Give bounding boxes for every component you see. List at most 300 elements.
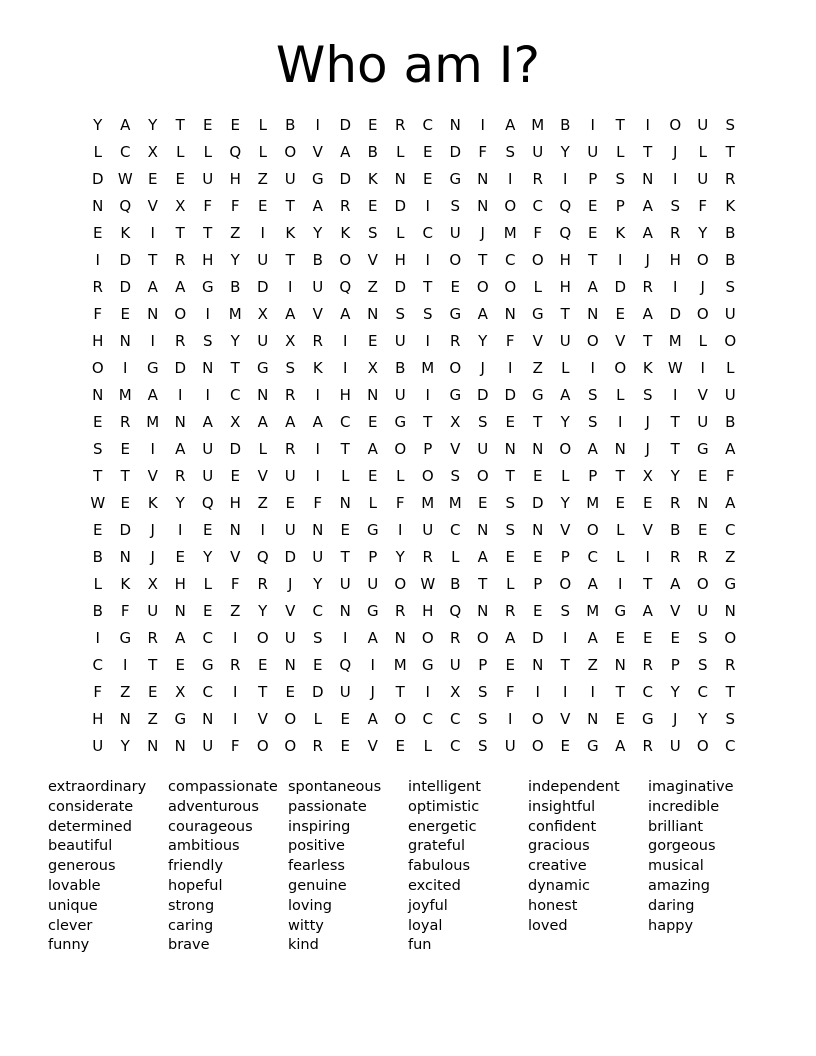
grid-letter[interactable]: N bbox=[202, 359, 214, 377]
grid-letter[interactable]: H bbox=[174, 575, 186, 593]
grid-letter[interactable]: D bbox=[669, 305, 682, 323]
grid-letter[interactable]: A bbox=[642, 305, 653, 323]
grid-letter[interactable]: T bbox=[175, 224, 185, 242]
grid-letter[interactable]: D bbox=[256, 278, 269, 296]
grid-letter[interactable]: B bbox=[92, 602, 103, 620]
grid-letter[interactable]: N bbox=[147, 305, 159, 323]
grid-letter[interactable]: E bbox=[285, 683, 295, 701]
grid-letter[interactable]: T bbox=[423, 278, 433, 296]
grid-letter[interactable]: X bbox=[230, 413, 241, 431]
grid-letter[interactable]: N bbox=[339, 602, 351, 620]
grid-letter[interactable]: H bbox=[92, 332, 104, 350]
grid-letter[interactable]: X bbox=[367, 359, 378, 377]
grid-letter[interactable]: A bbox=[312, 413, 323, 431]
grid-letter[interactable]: R bbox=[725, 170, 736, 188]
grid-letter[interactable]: F bbox=[230, 737, 240, 755]
grid-letter[interactable]: E bbox=[203, 602, 213, 620]
grid-letter[interactable]: N bbox=[394, 629, 406, 647]
grid-letter[interactable]: I bbox=[673, 278, 678, 296]
grid-letter[interactable]: G bbox=[366, 602, 379, 620]
grid-letter[interactable]: E bbox=[313, 656, 323, 674]
grid-letter[interactable]: E bbox=[175, 656, 185, 674]
grid-letter[interactable]: L bbox=[616, 521, 625, 539]
grid-letter[interactable]: H bbox=[422, 602, 434, 620]
grid-letter[interactable]: U bbox=[394, 386, 406, 404]
grid-letter[interactable]: D bbox=[531, 494, 544, 512]
grid-letter[interactable]: O bbox=[256, 737, 269, 755]
grid-letter[interactable]: O bbox=[504, 197, 517, 215]
grid-letter[interactable]: X bbox=[175, 683, 186, 701]
grid-letter[interactable]: L bbox=[698, 143, 707, 161]
grid-letter[interactable]: I bbox=[343, 359, 348, 377]
grid-letter[interactable]: N bbox=[477, 170, 489, 188]
grid-letter[interactable]: O bbox=[531, 737, 544, 755]
grid-letter[interactable]: G bbox=[531, 305, 544, 323]
grid-letter[interactable]: R bbox=[450, 629, 461, 647]
grid-letter[interactable]: J bbox=[673, 710, 678, 728]
grid-letter[interactable]: F bbox=[230, 197, 240, 215]
grid-letter[interactable]: I bbox=[150, 332, 155, 350]
grid-letter[interactable]: S bbox=[92, 440, 103, 458]
grid-letter[interactable]: I bbox=[425, 683, 430, 701]
grid-letter[interactable]: M bbox=[448, 494, 462, 512]
grid-letter[interactable]: E bbox=[120, 305, 130, 323]
grid-letter[interactable]: G bbox=[119, 629, 132, 647]
grid-letter[interactable]: D bbox=[531, 629, 544, 647]
grid-letter[interactable]: Z bbox=[120, 683, 131, 701]
grid-letter[interactable]: H bbox=[559, 278, 571, 296]
grid-letter[interactable]: U bbox=[202, 467, 214, 485]
grid-letter[interactable]: L bbox=[203, 575, 212, 593]
grid-letter[interactable]: O bbox=[696, 251, 709, 269]
grid-letter[interactable]: I bbox=[233, 683, 238, 701]
grid-letter[interactable]: N bbox=[284, 656, 296, 674]
grid-letter[interactable]: Y bbox=[670, 683, 680, 701]
grid-letter[interactable]: A bbox=[615, 737, 626, 755]
grid-letter[interactable]: A bbox=[285, 305, 296, 323]
grid-letter[interactable]: V bbox=[697, 386, 708, 404]
grid-letter[interactable]: M bbox=[421, 494, 435, 512]
grid-letter[interactable]: O bbox=[476, 467, 489, 485]
grid-letter[interactable]: U bbox=[449, 224, 461, 242]
grid-letter[interactable]: U bbox=[697, 413, 709, 431]
grid-letter[interactable]: I bbox=[563, 683, 568, 701]
grid-letter[interactable]: E bbox=[615, 629, 625, 647]
grid-letter[interactable]: B bbox=[725, 251, 736, 269]
grid-letter[interactable]: T bbox=[670, 413, 680, 431]
grid-letter[interactable]: N bbox=[174, 602, 186, 620]
grid-letter[interactable]: K bbox=[367, 170, 378, 188]
grid-letter[interactable]: D bbox=[119, 251, 132, 269]
grid-letter[interactable]: O bbox=[586, 332, 599, 350]
grid-letter[interactable]: J bbox=[645, 440, 650, 458]
grid-letter[interactable]: L bbox=[368, 494, 377, 512]
grid-letter[interactable]: L bbox=[561, 359, 570, 377]
grid-letter[interactable]: R bbox=[175, 251, 186, 269]
grid-letter[interactable]: P bbox=[588, 170, 598, 188]
grid-letter[interactable]: B bbox=[560, 116, 571, 134]
grid-letter[interactable]: C bbox=[532, 197, 543, 215]
grid-letter[interactable]: S bbox=[670, 197, 681, 215]
grid-letter[interactable]: N bbox=[257, 386, 269, 404]
grid-letter[interactable]: U bbox=[697, 602, 709, 620]
grid-letter[interactable]: I bbox=[178, 521, 183, 539]
grid-letter[interactable]: X bbox=[257, 305, 268, 323]
grid-letter[interactable]: A bbox=[175, 278, 186, 296]
grid-letter[interactable]: B bbox=[285, 116, 296, 134]
grid-letter[interactable]: J bbox=[480, 224, 485, 242]
grid-letter[interactable]: B bbox=[670, 521, 681, 539]
grid-letter[interactable]: I bbox=[618, 575, 623, 593]
grid-letter[interactable]: O bbox=[339, 251, 352, 269]
grid-letter[interactable]: E bbox=[93, 521, 103, 539]
grid-letter[interactable]: Q bbox=[559, 224, 572, 242]
grid-letter[interactable]: N bbox=[174, 737, 186, 755]
grid-letter[interactable]: E bbox=[670, 629, 680, 647]
grid-letter[interactable]: E bbox=[258, 197, 268, 215]
grid-letter[interactable]: S bbox=[697, 629, 708, 647]
grid-letter[interactable]: I bbox=[535, 683, 540, 701]
grid-letter[interactable]: C bbox=[725, 521, 736, 539]
grid-letter[interactable]: Y bbox=[478, 332, 488, 350]
grid-letter[interactable]: I bbox=[150, 224, 155, 242]
grid-letter[interactable]: E bbox=[615, 710, 625, 728]
grid-letter[interactable]: T bbox=[725, 143, 735, 161]
grid-letter[interactable]: U bbox=[339, 575, 351, 593]
grid-letter[interactable]: A bbox=[587, 278, 598, 296]
grid-letter[interactable]: V bbox=[560, 521, 571, 539]
grid-letter[interactable]: D bbox=[476, 386, 489, 404]
grid-letter[interactable]: R bbox=[395, 602, 406, 620]
grid-letter[interactable]: L bbox=[616, 548, 625, 566]
grid-letter[interactable]: M bbox=[118, 386, 132, 404]
grid-letter[interactable]: W bbox=[117, 170, 133, 188]
grid-letter[interactable]: C bbox=[422, 710, 433, 728]
grid-letter[interactable]: Q bbox=[339, 278, 352, 296]
grid-letter[interactable]: M bbox=[586, 602, 600, 620]
grid-letter[interactable]: W bbox=[667, 359, 683, 377]
grid-letter[interactable]: L bbox=[176, 143, 185, 161]
grid-letter[interactable]: I bbox=[233, 710, 238, 728]
grid-letter[interactable]: B bbox=[230, 278, 241, 296]
grid-letter[interactable]: U bbox=[477, 440, 489, 458]
grid-letter[interactable]: V bbox=[147, 467, 158, 485]
grid-letter[interactable]: E bbox=[175, 548, 185, 566]
grid-letter[interactable]: V bbox=[147, 197, 158, 215]
grid-letter[interactable]: U bbox=[312, 278, 324, 296]
grid-letter[interactable]: I bbox=[315, 440, 320, 458]
grid-letter[interactable]: E bbox=[478, 494, 488, 512]
grid-letter[interactable]: Z bbox=[367, 278, 378, 296]
grid-letter[interactable]: I bbox=[425, 332, 430, 350]
grid-letter[interactable]: L bbox=[423, 737, 432, 755]
grid-letter[interactable]: E bbox=[505, 548, 515, 566]
grid-letter[interactable]: O bbox=[284, 737, 297, 755]
grid-letter[interactable]: F bbox=[698, 197, 708, 215]
grid-letter[interactable]: N bbox=[92, 386, 104, 404]
grid-letter[interactable]: I bbox=[645, 548, 650, 566]
grid-letter[interactable]: O bbox=[284, 143, 297, 161]
grid-letter[interactable]: D bbox=[119, 521, 132, 539]
grid-letter[interactable]: A bbox=[312, 197, 323, 215]
grid-letter[interactable]: H bbox=[559, 251, 571, 269]
grid-letter[interactable]: A bbox=[642, 224, 653, 242]
grid-letter[interactable]: A bbox=[642, 602, 653, 620]
grid-letter[interactable]: U bbox=[532, 143, 544, 161]
grid-letter[interactable]: A bbox=[367, 710, 378, 728]
grid-letter[interactable]: S bbox=[285, 359, 296, 377]
grid-letter[interactable]: I bbox=[398, 521, 403, 539]
grid-letter[interactable]: J bbox=[370, 683, 375, 701]
grid-letter[interactable]: D bbox=[614, 278, 627, 296]
grid-letter[interactable]: A bbox=[147, 386, 158, 404]
grid-letter[interactable]: R bbox=[175, 332, 186, 350]
grid-letter[interactable]: R bbox=[450, 332, 461, 350]
grid-letter[interactable]: Y bbox=[560, 413, 570, 431]
grid-letter[interactable]: H bbox=[202, 251, 214, 269]
grid-letter[interactable]: E bbox=[340, 737, 350, 755]
grid-letter[interactable]: U bbox=[257, 251, 269, 269]
grid-letter[interactable]: I bbox=[123, 656, 128, 674]
grid-letter[interactable]: O bbox=[449, 251, 462, 269]
grid-letter[interactable]: E bbox=[120, 494, 130, 512]
grid-letter[interactable]: S bbox=[395, 305, 406, 323]
grid-letter[interactable]: D bbox=[284, 548, 297, 566]
grid-letter[interactable]: L bbox=[451, 548, 460, 566]
grid-letter[interactable]: D bbox=[449, 143, 462, 161]
grid-letter[interactable]: E bbox=[643, 494, 653, 512]
grid-letter[interactable]: D bbox=[504, 386, 517, 404]
grid-letter[interactable]: O bbox=[559, 440, 572, 458]
grid-letter[interactable]: U bbox=[284, 170, 296, 188]
grid-letter[interactable]: K bbox=[120, 575, 131, 593]
grid-letter[interactable]: G bbox=[614, 602, 627, 620]
grid-letter[interactable]: Q bbox=[339, 656, 352, 674]
grid-letter[interactable]: I bbox=[590, 116, 595, 134]
grid-letter[interactable]: C bbox=[202, 683, 213, 701]
grid-letter[interactable]: E bbox=[285, 494, 295, 512]
grid-letter[interactable]: S bbox=[477, 683, 488, 701]
grid-letter[interactable]: U bbox=[284, 467, 296, 485]
grid-letter[interactable]: E bbox=[533, 548, 543, 566]
grid-letter[interactable]: A bbox=[285, 413, 296, 431]
grid-letter[interactable]: N bbox=[202, 710, 214, 728]
grid-letter[interactable]: T bbox=[258, 683, 268, 701]
grid-letter[interactable]: Z bbox=[147, 710, 158, 728]
grid-letter[interactable]: Q bbox=[256, 548, 269, 566]
grid-letter[interactable]: E bbox=[615, 494, 625, 512]
grid-letter[interactable]: F bbox=[120, 602, 130, 620]
grid-letter[interactable]: L bbox=[616, 143, 625, 161]
grid-letter[interactable]: C bbox=[587, 548, 598, 566]
grid-letter[interactable]: N bbox=[587, 710, 599, 728]
grid-letter[interactable]: U bbox=[202, 170, 214, 188]
grid-letter[interactable]: P bbox=[670, 656, 680, 674]
grid-letter[interactable]: O bbox=[669, 116, 682, 134]
grid-letter[interactable]: I bbox=[205, 305, 210, 323]
grid-letter[interactable]: U bbox=[92, 737, 104, 755]
grid-letter[interactable]: X bbox=[450, 683, 461, 701]
grid-letter[interactable]: T bbox=[478, 251, 488, 269]
grid-letter[interactable]: C bbox=[340, 413, 351, 431]
grid-letter[interactable]: R bbox=[670, 224, 681, 242]
grid-letter[interactable]: R bbox=[312, 737, 323, 755]
grid-letter[interactable]: T bbox=[148, 656, 158, 674]
grid-letter[interactable]: K bbox=[642, 359, 653, 377]
grid-letter[interactable]: D bbox=[339, 116, 352, 134]
grid-letter[interactable]: E bbox=[588, 197, 598, 215]
grid-letter[interactable]: B bbox=[725, 224, 736, 242]
grid-letter[interactable]: E bbox=[148, 683, 158, 701]
grid-letter[interactable]: E bbox=[698, 521, 708, 539]
grid-letter[interactable]: E bbox=[423, 170, 433, 188]
grid-letter[interactable]: G bbox=[311, 170, 324, 188]
grid-letter[interactable]: I bbox=[315, 467, 320, 485]
grid-letter[interactable]: S bbox=[725, 116, 736, 134]
grid-letter[interactable]: T bbox=[643, 143, 653, 161]
grid-letter[interactable]: E bbox=[423, 143, 433, 161]
grid-letter[interactable]: U bbox=[147, 602, 159, 620]
grid-letter[interactable]: B bbox=[312, 251, 323, 269]
grid-letter[interactable]: O bbox=[476, 278, 489, 296]
grid-letter[interactable]: E bbox=[258, 656, 268, 674]
grid-letter[interactable]: A bbox=[642, 197, 653, 215]
grid-letter[interactable]: E bbox=[230, 116, 240, 134]
grid-letter[interactable]: U bbox=[202, 440, 214, 458]
grid-letter[interactable]: Z bbox=[532, 359, 543, 377]
grid-letter[interactable]: E bbox=[368, 413, 378, 431]
grid-letter[interactable]: L bbox=[726, 359, 735, 377]
grid-letter[interactable]: Z bbox=[257, 170, 268, 188]
grid-letter[interactable]: T bbox=[230, 359, 240, 377]
grid-letter[interactable]: O bbox=[614, 359, 627, 377]
grid-letter[interactable]: T bbox=[423, 413, 433, 431]
grid-letter[interactable]: T bbox=[533, 413, 543, 431]
grid-letter[interactable]: A bbox=[505, 116, 516, 134]
grid-letter[interactable]: G bbox=[724, 575, 737, 593]
grid-letter[interactable]: F bbox=[505, 332, 515, 350]
grid-letter[interactable]: U bbox=[559, 332, 571, 350]
grid-letter[interactable]: Y bbox=[148, 116, 158, 134]
grid-letter[interactable]: I bbox=[260, 521, 265, 539]
grid-letter[interactable]: U bbox=[284, 521, 296, 539]
grid-letter[interactable]: X bbox=[175, 197, 186, 215]
grid-letter[interactable]: J bbox=[645, 413, 650, 431]
grid-letter[interactable]: L bbox=[506, 575, 515, 593]
grid-letter[interactable]: N bbox=[174, 413, 186, 431]
grid-letter[interactable]: F bbox=[478, 143, 488, 161]
grid-letter[interactable]: G bbox=[421, 656, 434, 674]
grid-letter[interactable]: S bbox=[477, 413, 488, 431]
grid-letter[interactable]: V bbox=[257, 467, 268, 485]
grid-letter[interactable]: I bbox=[343, 332, 348, 350]
grid-letter[interactable]: Y bbox=[560, 494, 570, 512]
grid-letter[interactable]: N bbox=[724, 602, 736, 620]
grid-letter[interactable]: T bbox=[203, 224, 213, 242]
grid-letter[interactable]: L bbox=[396, 467, 405, 485]
grid-letter[interactable]: T bbox=[340, 548, 350, 566]
grid-letter[interactable]: N bbox=[92, 197, 104, 215]
grid-letter[interactable]: V bbox=[560, 710, 571, 728]
grid-letter[interactable]: L bbox=[93, 143, 102, 161]
grid-letter[interactable]: O bbox=[586, 521, 599, 539]
grid-letter[interactable]: C bbox=[312, 602, 323, 620]
grid-letter[interactable]: T bbox=[588, 251, 598, 269]
grid-letter[interactable]: U bbox=[339, 683, 351, 701]
grid-letter[interactable]: R bbox=[642, 278, 653, 296]
grid-letter[interactable]: L bbox=[698, 332, 707, 350]
grid-letter[interactable]: E bbox=[368, 467, 378, 485]
grid-letter[interactable]: E bbox=[368, 116, 378, 134]
grid-letter[interactable]: F bbox=[313, 494, 323, 512]
grid-letter[interactable]: E bbox=[588, 224, 598, 242]
grid-letter[interactable]: T bbox=[615, 467, 625, 485]
grid-letter[interactable]: J bbox=[288, 575, 293, 593]
grid-letter[interactable]: L bbox=[616, 386, 625, 404]
grid-letter[interactable]: U bbox=[394, 332, 406, 350]
grid-letter[interactable]: H bbox=[229, 170, 241, 188]
grid-letter[interactable]: K bbox=[120, 224, 131, 242]
grid-letter[interactable]: F bbox=[395, 494, 405, 512]
grid-letter[interactable]: Y bbox=[230, 332, 240, 350]
grid-letter[interactable]: N bbox=[394, 170, 406, 188]
grid-letter[interactable]: D bbox=[229, 440, 242, 458]
grid-letter[interactable]: C bbox=[505, 251, 516, 269]
grid-letter[interactable]: O bbox=[504, 278, 517, 296]
grid-letter[interactable]: O bbox=[421, 629, 434, 647]
grid-letter[interactable]: E bbox=[615, 305, 625, 323]
grid-letter[interactable]: G bbox=[641, 710, 654, 728]
grid-letter[interactable]: K bbox=[725, 197, 736, 215]
grid-letter[interactable]: O bbox=[531, 710, 544, 728]
grid-letter[interactable]: N bbox=[339, 494, 351, 512]
grid-letter[interactable]: S bbox=[642, 386, 653, 404]
grid-letter[interactable]: I bbox=[370, 656, 375, 674]
grid-letter[interactable]: E bbox=[533, 467, 543, 485]
grid-letter[interactable]: G bbox=[146, 359, 159, 377]
grid-letter[interactable]: A bbox=[725, 440, 736, 458]
grid-letter[interactable]: T bbox=[478, 575, 488, 593]
grid-letter[interactable]: P bbox=[478, 656, 488, 674]
grid-letter[interactable]: L bbox=[396, 224, 405, 242]
grid-letter[interactable]: A bbox=[147, 278, 158, 296]
grid-letter[interactable]: N bbox=[449, 116, 461, 134]
grid-letter[interactable]: I bbox=[233, 629, 238, 647]
grid-letter[interactable]: R bbox=[505, 602, 516, 620]
grid-letter[interactable]: Z bbox=[230, 224, 241, 242]
grid-letter[interactable]: G bbox=[531, 386, 544, 404]
grid-letter[interactable]: E bbox=[643, 629, 653, 647]
grid-letter[interactable]: E bbox=[505, 656, 515, 674]
grid-letter[interactable]: C bbox=[230, 386, 241, 404]
grid-letter[interactable]: G bbox=[449, 305, 462, 323]
grid-letter[interactable]: A bbox=[560, 386, 571, 404]
grid-letter[interactable]: W bbox=[90, 494, 106, 512]
grid-letter[interactable]: F bbox=[203, 197, 213, 215]
grid-letter[interactable]: J bbox=[700, 278, 705, 296]
grid-letter[interactable]: J bbox=[150, 521, 155, 539]
grid-letter[interactable]: N bbox=[614, 656, 626, 674]
grid-letter[interactable]: I bbox=[618, 251, 623, 269]
grid-letter[interactable]: A bbox=[725, 494, 736, 512]
grid-letter[interactable]: N bbox=[532, 440, 544, 458]
grid-letter[interactable]: V bbox=[367, 251, 378, 269]
grid-letter[interactable]: Y bbox=[698, 224, 708, 242]
grid-letter[interactable]: Q bbox=[201, 494, 214, 512]
grid-letter[interactable]: N bbox=[312, 521, 324, 539]
grid-letter[interactable]: N bbox=[587, 305, 599, 323]
grid-letter[interactable]: G bbox=[449, 386, 462, 404]
